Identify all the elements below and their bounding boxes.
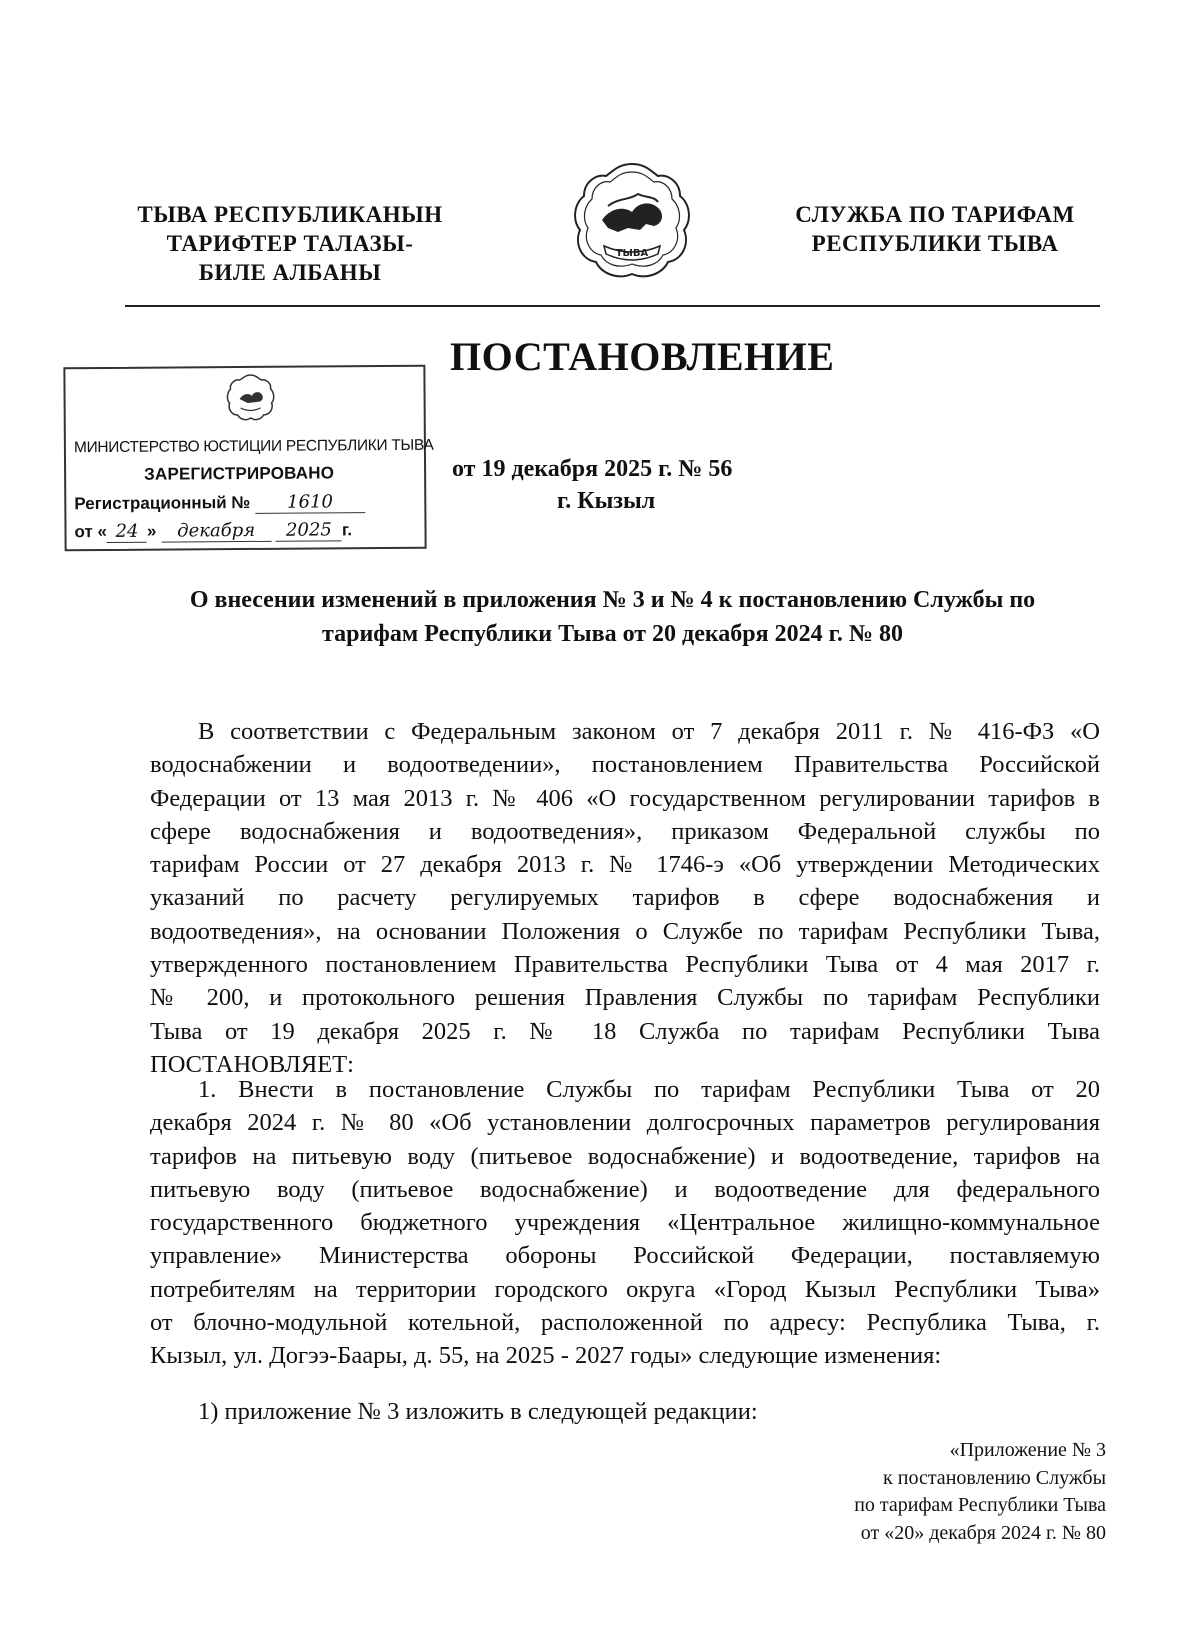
text-line: Федерации от 13 мая 2013 г. № 406 «О государственном регулировании тарифов в [150,784,1100,812]
text-line: питьевую воду (питьевое водоснабжение) и водоотведение для федерального [150,1175,1100,1203]
tuva-emblem-icon [568,158,696,286]
document-subject [120,583,1105,651]
text-line: указаний по расчету регулируемых тарифов в сфере водоснабжения и [150,884,1100,912]
text-line: № 200, и протокольного решения Правления Службы по тарифам Республики [150,984,1100,1012]
text-line: Кызыл, ул. Догээ-Баары, д. 55, на 2025 - 2027 годы» следующие изменения: [150,1342,942,1370]
stamp-status: ЗАРЕГИСТРИРОВАНО [144,463,335,484]
text-line: 1. Внести в постановление Службы по тарифам Республики Тыва от 20 [198,1076,1100,1103]
stamp-registration-number [74,491,365,515]
text-line: тарифов на питьевую воду (питьевое водоснабжение) и водоотведение, тарифов на [150,1142,1100,1170]
appendix-reference [740,1437,1106,1547]
appendix-line: «Приложение № 3 [949,1439,1106,1461]
stamp-reg-label: Регистрационный № [74,492,251,514]
appendix-line: от «20» декабря 2024 г. № 80 [860,1521,1106,1544]
text-line: от блочно-модульной котельной, расположенной по адресу: Республика Тыва, г. [150,1309,1100,1337]
text-line: утвержденного постановлением Правительства Республики Тыва от 4 мая 2017 г. [150,951,1100,979]
header-tuvan-name [130,200,450,287]
header-divider [125,305,1100,307]
document-date: от 19 декабря 2025 г. № 56 [452,456,733,482]
text-line: сфере водоснабжения и водоотведения», приказом Федеральной службы по [150,817,1100,845]
page-title: ПОСТАНОВЛЕНИЕ [450,334,835,379]
header-right-line: РЕСПУБЛИКИ ТЫВА [811,231,1059,256]
document-city: г. Кызыл [557,488,656,514]
text-line: тарифам России от 27 декабря 2013 г. № 1746-э «Об утверждении Методических [150,851,1100,879]
header-left-line: ТЫВА РЕСПУБЛИКАНЫН [137,202,443,227]
subject-line: О внесении изменений в приложения № 3 и № 4 к постановлению Службы по [189,587,1036,613]
header-left-line: БИЛЕ АЛБАНЫ [198,260,382,285]
text-line: В соответствии с Федеральным законом от 7 декабря 2011 г. № 416-ФЗ «О [198,718,1100,745]
text-line: потребителям на территории городского округа «Город Кызыл Республики Тыва» [150,1275,1100,1303]
stamp-emblem-icon [225,372,275,422]
appendix-line: к постановлению Службы [883,1466,1106,1489]
preamble-paragraph [150,715,1100,1081]
text-line: Тыва от 19 декабря 2025 г. № 18 Служба по тарифам Республики Тыва [150,1017,1100,1045]
resolution-item-1 [150,1073,1100,1373]
text-line: ПОСТАНОВЛЯЕТ: [150,1050,354,1078]
appendix-line: по тарифам Республики Тыва [854,1494,1106,1516]
emblem-text: ТЫВА [615,248,649,259]
stamp-date-sep: » [146,521,157,541]
header-russian-name [775,200,1095,258]
text-line: водоотведения», на основании Положения о Службе по тарифам Республики Тыва, [150,917,1100,945]
stamp-date-year: 2025 [276,519,342,541]
header-left-line: ТАРИФТЕР ТАЛАЗЫ- [166,231,414,256]
text-line: декабря 2024 г. № 80 «Об установлении долгосрочных параметров регулирования [150,1109,1100,1137]
subject-line: тарифам Республики Тыва от 20 декабря 2024 г. № 80 [322,621,903,647]
header-right-line: СЛУЖБА ПО ТАРИФАМ [795,202,1075,227]
stamp-date-prefix: от « [74,521,108,542]
stamp-date [74,519,352,543]
stamp-date-day: 24 [107,521,147,543]
stamp-reg-number: 1610 [255,491,365,514]
registration-stamp [63,365,434,552]
sub-item-1: 1) приложение № 3 изложить в следующей редакции: [198,1398,758,1425]
text-line: управление» Министерства обороны Российской Федерации, поставляемую [150,1242,1100,1270]
text-line: государственного бюджетного учреждения «Центральное жилищно-коммунальное [150,1209,1100,1237]
stamp-ministry: МИНИСТЕРСТВО ЮСТИЦИИ РЕСПУБЛИКИ ТЫВА [73,436,434,457]
text-line: водоснабжении и водоотведении», постановлением Правительства Российской [150,751,1100,779]
stamp-date-suffix: г. [341,520,353,540]
stamp-date-month: декабря [161,520,271,543]
